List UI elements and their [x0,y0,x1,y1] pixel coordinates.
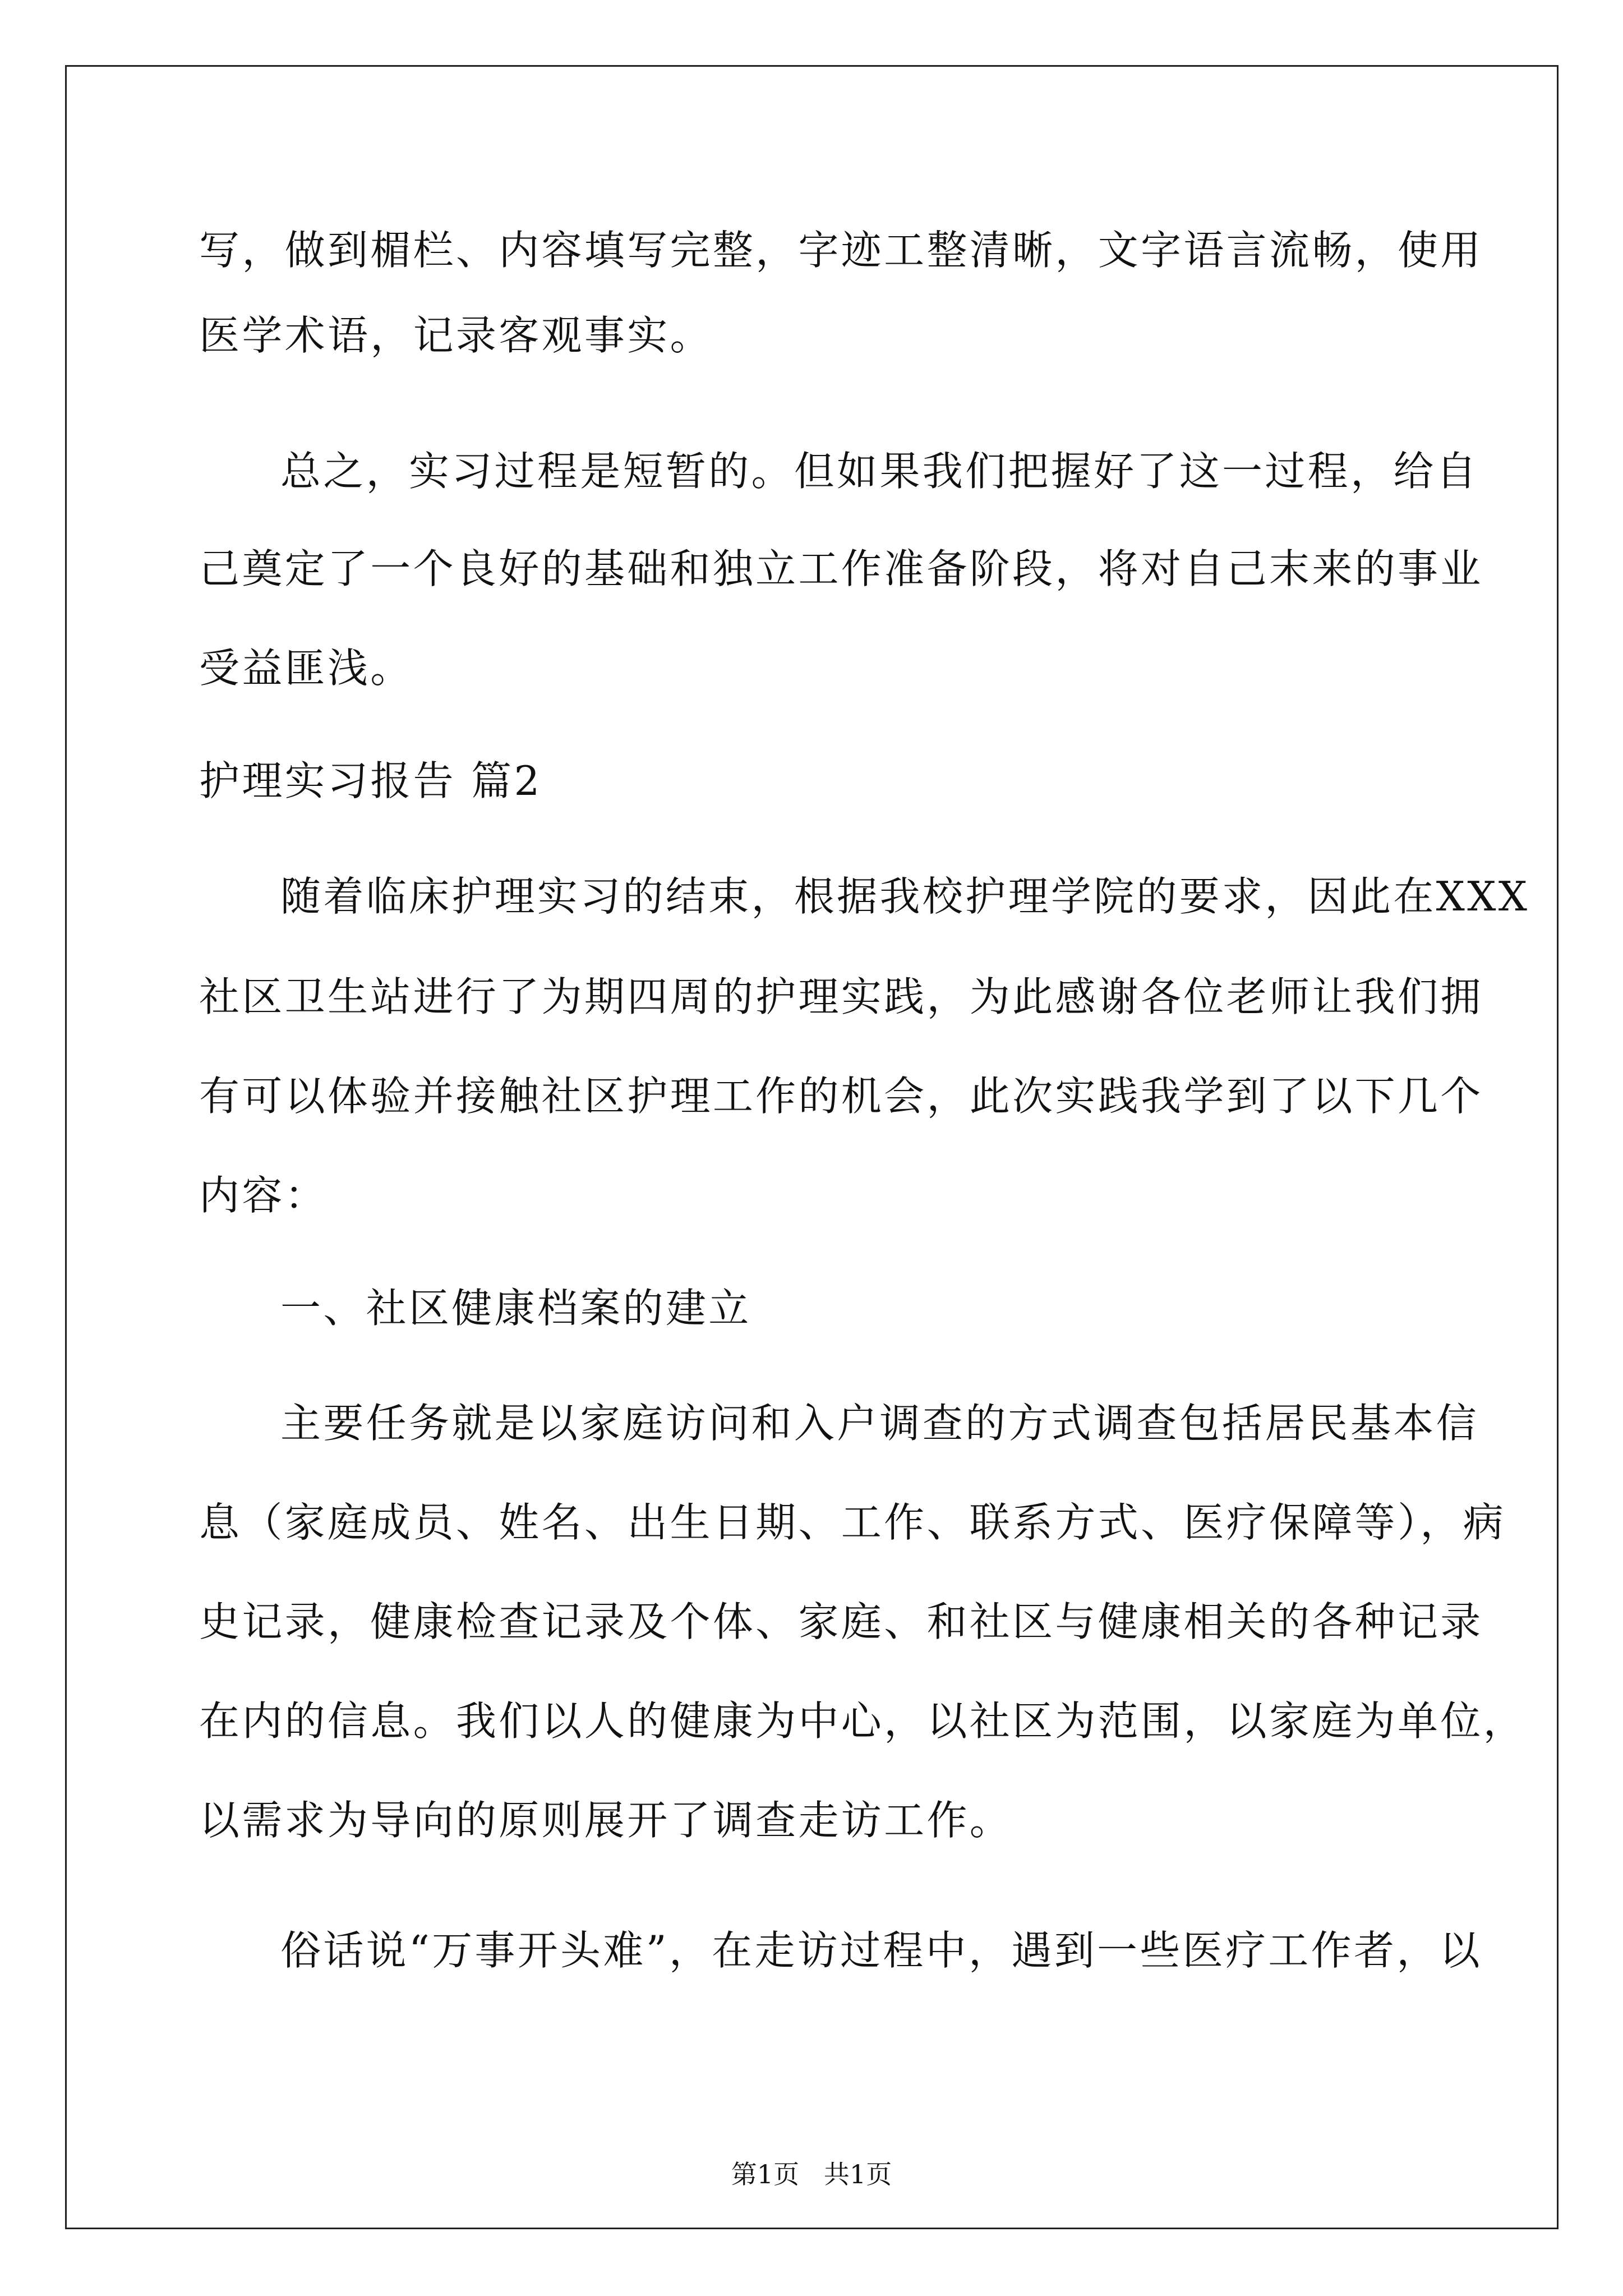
body-text-line: 社区卫生站进行了为期四周的护理实践，为此感谢各位老师让我们拥 [199,973,1483,1020]
body-text-line: 内容： [199,1172,328,1219]
body-text-line: 有可以体验并接触社区护理工作的机会，此次实践我学到了以下几个 [199,1073,1483,1120]
page-border [65,65,1559,2229]
body-text-line: 以需求为导向的原则展开了调查走访工作。 [199,1797,1013,1844]
subsection-heading: 一、社区健康档案的建立 [280,1285,751,1332]
body-text-line: 主要任务就是以家庭访问和入户调查的方式调查包括居民基本信 [280,1400,1479,1447]
body-text-line: 己奠定了一个良好的基础和独立工作准备阶段，将对自己末来的事业 [199,545,1483,592]
section-heading: 护理实习报告 篇2 [199,757,542,804]
body-text-line: 受益匪浅。 [199,645,413,692]
body-text-line: 在内的信息。我们以人的健康为中心，以社区为范围，以家庭为单位， [199,1697,1526,1745]
body-text-line: 史记录，健康检查记录及个体、家庭、和社区与健康相关的各种记录 [199,1598,1483,1645]
body-text-line: 医学术语，记录客观事实。 [199,312,713,359]
body-text-line: 总之，实习过程是短暂的。但如果我们把握好了这一过程，给自 [280,448,1479,495]
body-text-line: 息（家庭成员、姓名、出生日期、工作、联系方式、医疗保障等），病 [199,1499,1506,1546]
body-text-line: 写，做到楣栏、内容填写完整，字迹工整清晰，文字语言流畅，使用 [199,227,1483,274]
page-footer: 第1页 共1页 [731,2159,892,2189]
body-text-line: 俗话说“万事开头难”，在走访过程中，遇到一些医疗工作者，以 [280,1927,1482,1974]
body-text-line: 随着临床护理实习的结束，根据我校护理学院的要求，因此在XXX [280,873,1530,920]
